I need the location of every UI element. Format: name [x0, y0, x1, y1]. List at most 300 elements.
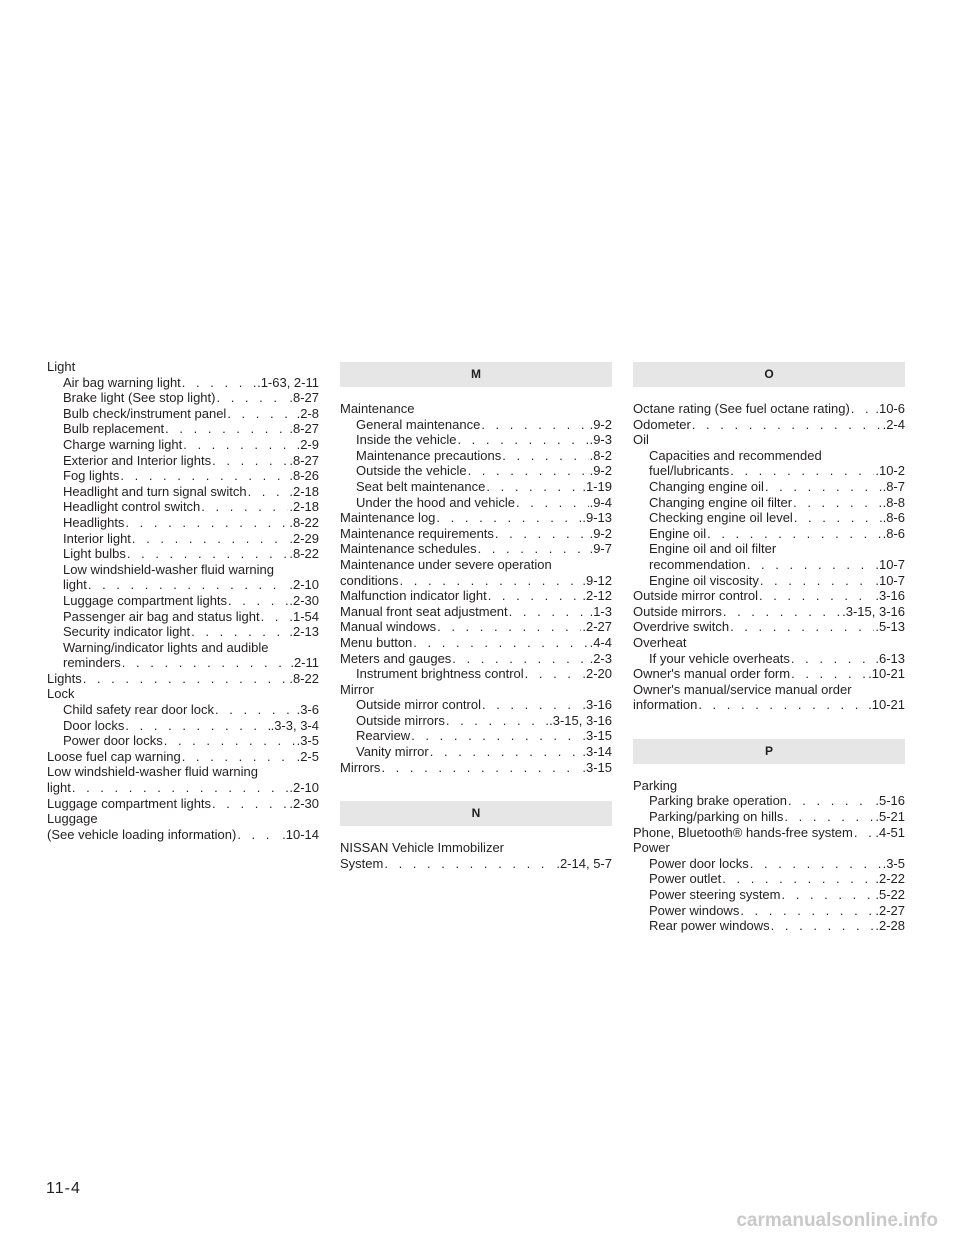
index-subentry	[47, 562, 319, 578]
dot-leader	[88, 577, 289, 593]
page-reference: .2-13	[289, 624, 319, 640]
dot-leader	[457, 432, 588, 448]
index-subentry	[340, 713, 612, 729]
dot-leader	[165, 421, 288, 437]
index-subentry	[340, 448, 612, 464]
index-subentry	[340, 744, 612, 760]
dot-leader	[771, 918, 875, 934]
dot-leader	[765, 479, 882, 495]
entry-text: light	[63, 577, 87, 593]
index-subentry	[633, 463, 905, 479]
entry-text: Parking	[633, 777, 678, 793]
entry-text: Parking/parking on hills	[649, 809, 784, 825]
entry-text: Low windshield-washer fluid warning	[47, 764, 258, 780]
entry-text: Power	[633, 840, 670, 856]
index-subentry	[47, 733, 319, 749]
index-entry	[340, 840, 612, 856]
page-reference: .2-30	[289, 592, 319, 608]
dot-leader	[452, 651, 588, 667]
index-entry	[340, 760, 612, 776]
dot-leader	[481, 417, 588, 433]
index-entry	[340, 541, 612, 557]
page-reference: .2-18	[289, 483, 319, 499]
page-reference: .8-27	[289, 421, 319, 437]
page-reference: .8-8	[882, 494, 905, 510]
entry-text: Engine oil	[649, 525, 707, 541]
page-reference: .10-7	[875, 556, 905, 572]
page-reference: .3-16	[582, 697, 612, 713]
page-reference: .9-7	[589, 541, 612, 557]
index-subentry	[633, 887, 905, 903]
index-subentry	[47, 702, 319, 718]
dot-leader	[791, 666, 867, 682]
index-subentry	[633, 651, 905, 667]
entry-text: Brake light (See stop light)	[63, 390, 216, 406]
page-reference: .2-20	[582, 666, 612, 682]
index-subentry	[633, 809, 905, 825]
page-reference: .5-16	[875, 793, 905, 809]
dot-leader	[182, 375, 256, 391]
entry-text: Lock	[47, 686, 75, 702]
index-subentry	[47, 593, 319, 609]
index-entry	[340, 651, 612, 667]
page-reference: .10-6	[875, 401, 905, 416]
dot-leader	[191, 624, 288, 640]
page-reference: .8-2	[589, 447, 612, 463]
dot-leader	[692, 417, 882, 433]
entry-text: Phone, Bluetooth® hands-free system	[633, 824, 853, 840]
page-reference: .3-15, 3-16	[842, 603, 905, 619]
entry-text: Changing engine oil	[649, 478, 764, 494]
index-subentry	[633, 557, 905, 573]
index-subentry	[47, 609, 319, 625]
index-subentry	[633, 526, 905, 542]
entry-text: Power door locks	[63, 733, 163, 749]
page-number: 11-4	[46, 1180, 81, 1197]
section-letter-header: O	[633, 362, 905, 387]
index-entry	[47, 749, 319, 765]
entry-text: Fog lights	[63, 468, 120, 484]
dot-leader	[750, 856, 882, 872]
index-subentry	[633, 479, 905, 495]
page-reference: .8-26	[289, 468, 319, 484]
page-reference: .1-63, 2-11	[257, 374, 319, 390]
entry-text: Outside mirrors	[633, 603, 722, 619]
index-subentry	[47, 577, 319, 593]
entry-text: Warning/indicator lights and audible	[63, 639, 269, 655]
page-reference: .3-6	[296, 702, 319, 718]
index-subentry	[633, 903, 905, 919]
page-reference: .2-5	[296, 748, 319, 764]
dot-leader	[227, 406, 295, 422]
index-subentry	[633, 448, 905, 464]
entry-text: Child safety rear door lock	[63, 702, 215, 718]
entry-text: If your vehicle overheats	[649, 650, 790, 666]
entry-text: Outside mirror control	[633, 588, 758, 604]
index-entry	[47, 796, 319, 812]
index-entry	[633, 432, 905, 448]
page-reference: .1-19	[582, 478, 612, 494]
dot-leader	[212, 453, 288, 469]
index-entry	[633, 697, 905, 713]
index-subentry	[633, 793, 905, 809]
page-reference: .2-27	[582, 619, 612, 635]
page-reference: .10-2	[875, 463, 905, 479]
page-reference: .8-22	[289, 670, 319, 686]
dot-leader	[446, 713, 548, 729]
index-entry	[633, 825, 905, 841]
entry-text: Power outlet	[649, 871, 722, 887]
page-reference: .3-16	[875, 588, 905, 604]
page-reference: .5-22	[875, 887, 905, 903]
page-reference: .2-11	[290, 655, 319, 671]
dot-leader	[854, 825, 874, 841]
entry-text: Luggage compartment lights	[47, 795, 212, 811]
dot-leader	[730, 619, 874, 635]
index-entry	[47, 686, 319, 702]
dot-leader	[411, 728, 581, 744]
index-subentry	[340, 495, 612, 511]
index-subentry	[47, 484, 319, 500]
watermark: carmanualsonline.info	[736, 1210, 938, 1231]
index-entry	[633, 778, 905, 794]
dot-leader	[698, 697, 867, 713]
entry-text: Low windshield-washer fluid warning	[63, 561, 274, 577]
entry-text: reminders	[63, 655, 121, 671]
page-reference: .3-5	[296, 733, 319, 749]
dot-leader	[760, 573, 875, 589]
index-subentry	[340, 728, 612, 744]
index-entry	[340, 510, 612, 526]
entry-text: Meters and gauges	[340, 650, 452, 666]
entry-text: Interior light	[63, 530, 131, 546]
dot-leader	[164, 733, 296, 749]
dot-leader	[495, 526, 589, 542]
index-entry	[633, 604, 905, 620]
entry-text: Mirror	[340, 681, 374, 697]
dot-leader	[722, 871, 874, 887]
page-reference: .8-27	[289, 452, 319, 468]
page-reference: .2-28	[875, 918, 905, 934]
page-reference: .2-10	[289, 780, 319, 796]
dot-leader	[228, 593, 288, 609]
entry-text: Security indicator light	[63, 624, 191, 640]
index-entry	[340, 557, 612, 573]
entry-text: Oil	[633, 432, 649, 448]
page-reference: .2-4	[882, 416, 905, 432]
index-subentry	[47, 624, 319, 640]
index-subentry	[47, 421, 319, 437]
entry-text: Headlight control switch	[63, 499, 201, 515]
dot-leader	[516, 495, 589, 511]
page-reference: .9-2	[589, 416, 612, 432]
page-reference: .4-51	[875, 824, 905, 840]
entry-text: Light	[47, 359, 76, 374]
entry-text: Maintenance under severe operation	[340, 556, 552, 572]
page-reference: .8-6	[882, 510, 905, 526]
index-subentry	[47, 531, 319, 547]
dot-leader	[183, 437, 295, 453]
page-reference: .1-54	[289, 608, 319, 624]
dot-leader	[248, 484, 289, 500]
dot-leader	[430, 744, 582, 760]
dot-leader	[83, 671, 289, 687]
page-reference: .9-12	[582, 572, 612, 588]
section-spacer	[633, 764, 905, 778]
index-subentry	[633, 541, 905, 557]
index-entry	[633, 840, 905, 856]
index-subentry	[633, 495, 905, 511]
entry-text: Charge warning light	[63, 436, 183, 452]
page-reference: .2-12	[582, 588, 612, 604]
index-entry	[340, 682, 612, 698]
entry-text: Rearview	[356, 728, 411, 744]
index-entry	[633, 401, 905, 417]
index-subentry	[47, 406, 319, 422]
index-entry	[47, 764, 319, 780]
entry-text: Engine oil viscosity	[649, 572, 759, 588]
section-spacer	[340, 387, 612, 401]
entry-text: Bulb replacement	[63, 421, 165, 437]
entry-text: Passenger air bag and status light	[63, 608, 260, 624]
entry-text: Light bulbs	[63, 546, 126, 562]
dot-leader	[759, 588, 874, 604]
page-reference: .6-13	[875, 650, 905, 666]
page-reference: .9-3	[589, 432, 612, 448]
dot-leader	[502, 448, 588, 464]
index-entry	[47, 780, 319, 796]
entry-text: Luggage compartment lights	[63, 592, 228, 608]
page-reference: .10-21	[868, 697, 905, 713]
page-reference: .10-14	[282, 826, 319, 842]
dot-leader	[707, 526, 881, 542]
entry-text: light	[47, 780, 71, 796]
section-letter-header: N	[340, 801, 612, 826]
dot-leader	[437, 619, 581, 635]
section-spacer	[633, 387, 905, 401]
page-reference: .3-3, 3-4	[270, 717, 319, 733]
page-reference: .2-14, 5-7	[556, 855, 612, 871]
dot-leader	[791, 651, 874, 667]
dot-leader	[793, 495, 881, 511]
index-entry	[340, 588, 612, 604]
section-letter-header: M	[340, 362, 612, 387]
entry-text: Engine oil and oil filter	[649, 541, 777, 557]
index-subentry	[47, 718, 319, 734]
index-subentry	[47, 515, 319, 531]
dot-leader	[216, 390, 288, 406]
dot-leader	[478, 541, 589, 557]
index-entry	[633, 417, 905, 433]
index-entry	[340, 856, 612, 872]
dot-leader	[740, 903, 874, 919]
index-subentry	[47, 546, 319, 562]
index-entry	[633, 588, 905, 604]
dot-leader	[122, 655, 290, 671]
entry-text: Capacities and recommended	[649, 447, 822, 463]
entry-text: (See vehicle loading information)	[47, 826, 237, 842]
index-entry	[340, 573, 612, 589]
entry-text: Door locks	[63, 717, 125, 733]
entry-text: Maintenance precautions	[356, 447, 502, 463]
entry-text: General maintenance	[356, 416, 481, 432]
index-subentry	[47, 468, 319, 484]
index-subentry	[633, 573, 905, 589]
page-reference: .8-7	[882, 478, 905, 494]
dot-leader	[72, 780, 289, 796]
entry-text: Headlight and turn signal switch	[63, 483, 247, 499]
entry-text: NISSAN Vehicle Immobilizer	[340, 840, 504, 856]
page-reference: .3-5	[882, 855, 905, 871]
page-reference: .3-15	[582, 728, 612, 744]
page-reference: .3-15	[582, 759, 612, 775]
index-entry	[340, 604, 612, 620]
entry-text: Manual front seat adjustment	[340, 603, 508, 619]
page-reference: .8-27	[289, 390, 319, 406]
entry-text: Odometer	[633, 416, 691, 432]
dot-leader	[127, 546, 288, 562]
entry-text: Loose fuel cap warning	[47, 748, 181, 764]
dot-leader	[384, 856, 555, 872]
entry-text: Overheat	[633, 634, 687, 650]
page-reference: .9-2	[589, 525, 612, 541]
entry-text: Vanity mirror	[356, 744, 429, 760]
entry-text: conditions	[340, 572, 399, 588]
index-subentry	[340, 666, 612, 682]
index-subentry	[340, 432, 612, 448]
entry-text: Maintenance schedules	[340, 541, 477, 557]
index-subentry	[633, 510, 905, 526]
entry-text: Overdrive switch	[633, 619, 730, 635]
entry-text: Headlights	[63, 514, 125, 530]
page-reference: .1-3	[589, 603, 612, 619]
dot-leader	[400, 573, 582, 589]
entry-text: Changing engine oil filter	[649, 494, 793, 510]
dot-leader	[125, 515, 288, 531]
page-reference: .8-22	[289, 514, 319, 530]
entry-text: System	[340, 855, 384, 871]
dot-leader	[723, 604, 841, 620]
index-subentry	[633, 918, 905, 934]
entry-text: Air bag warning light	[63, 374, 181, 390]
page-reference: .3-15, 3-16	[549, 712, 612, 728]
dot-leader	[261, 609, 289, 625]
dot-leader	[237, 827, 281, 843]
dot-leader	[182, 749, 296, 765]
index-subentry	[47, 499, 319, 515]
dot-leader	[482, 697, 581, 713]
page-reference: .3-14	[582, 744, 612, 760]
dot-leader	[488, 588, 582, 604]
entry-text: Owner's manual order form	[633, 666, 791, 682]
index-entry	[633, 619, 905, 635]
index-subentry	[340, 463, 612, 479]
page-reference: .2-22	[875, 871, 905, 887]
dot-leader	[784, 809, 874, 825]
dot-leader	[215, 702, 296, 718]
entry-text: Checking engine oil level	[649, 510, 793, 526]
entry-text: Power steering system	[649, 887, 781, 903]
index-entry	[633, 682, 905, 698]
section-spacer	[340, 826, 612, 840]
entry-text: Octane rating (See fuel octane rating)	[633, 401, 850, 416]
entry-text: Menu button	[340, 634, 413, 650]
page-reference: .2-27	[875, 902, 905, 918]
index-subentry	[47, 437, 319, 453]
entry-text: Power door locks	[649, 855, 749, 871]
dot-leader	[125, 718, 269, 734]
index-subentry	[47, 453, 319, 469]
entry-text: Manual windows	[340, 619, 437, 635]
index-subentry	[340, 697, 612, 713]
entry-text: Outside mirror control	[356, 697, 481, 713]
entry-text: Inside the vehicle	[356, 432, 457, 448]
index-subentry	[340, 417, 612, 433]
page-reference: .9-4	[589, 494, 612, 510]
index-entry	[47, 811, 319, 827]
dot-leader	[468, 463, 589, 479]
page-reference: .2-30	[289, 795, 319, 811]
index-subentry	[340, 479, 612, 495]
entry-text: Maintenance requirements	[340, 525, 494, 541]
entry-text: Mirrors	[340, 759, 381, 775]
index-entry	[340, 635, 612, 651]
dot-leader	[212, 796, 288, 812]
page-reference: .2-10	[289, 577, 319, 593]
index-subentry	[47, 640, 319, 656]
index-subentry	[47, 375, 319, 391]
page-reference: .9-13	[582, 510, 612, 526]
index-column-1	[47, 359, 319, 842]
page-reference: .10-7	[875, 572, 905, 588]
entry-text: Seat belt maintenance	[356, 478, 486, 494]
entry-text: Luggage	[47, 811, 98, 827]
entry-text: Rear power windows	[649, 918, 770, 934]
entry-text: recommendation	[649, 556, 746, 572]
entry-text: Outside mirrors	[356, 712, 445, 728]
dot-leader	[788, 793, 874, 809]
entry-text: Maintenance	[340, 401, 415, 416]
page-reference: .2-3	[589, 650, 612, 666]
dot-leader	[486, 479, 581, 495]
page-reference: .8-6	[882, 525, 905, 541]
index-subentry	[633, 871, 905, 887]
dot-leader	[413, 635, 588, 651]
dot-leader	[747, 557, 875, 573]
entry-text: Exterior and Interior lights	[63, 452, 212, 468]
index-entry	[340, 526, 612, 542]
entry-text: Outside the vehicle	[356, 463, 467, 479]
index-subentry	[633, 856, 905, 872]
page-reference: .2-8	[296, 405, 319, 421]
dot-leader	[436, 510, 581, 526]
dot-leader	[730, 463, 874, 479]
page-reference: .5-13	[875, 619, 905, 635]
index-subentry	[47, 390, 319, 406]
entry-text: Lights	[47, 670, 82, 686]
entry-text: Under the hood and vehicle	[356, 494, 516, 510]
dot-leader	[132, 531, 288, 547]
entry-text: Parking brake operation	[649, 793, 788, 809]
page-reference: .2-18	[289, 499, 319, 515]
index-subentry	[47, 655, 319, 671]
dot-leader	[120, 468, 288, 484]
dot-leader	[509, 604, 589, 620]
index-entry	[47, 827, 319, 843]
index-entry	[47, 359, 319, 375]
entry-text: Maintenance log	[340, 510, 436, 526]
page-reference: .4-4	[589, 634, 612, 650]
